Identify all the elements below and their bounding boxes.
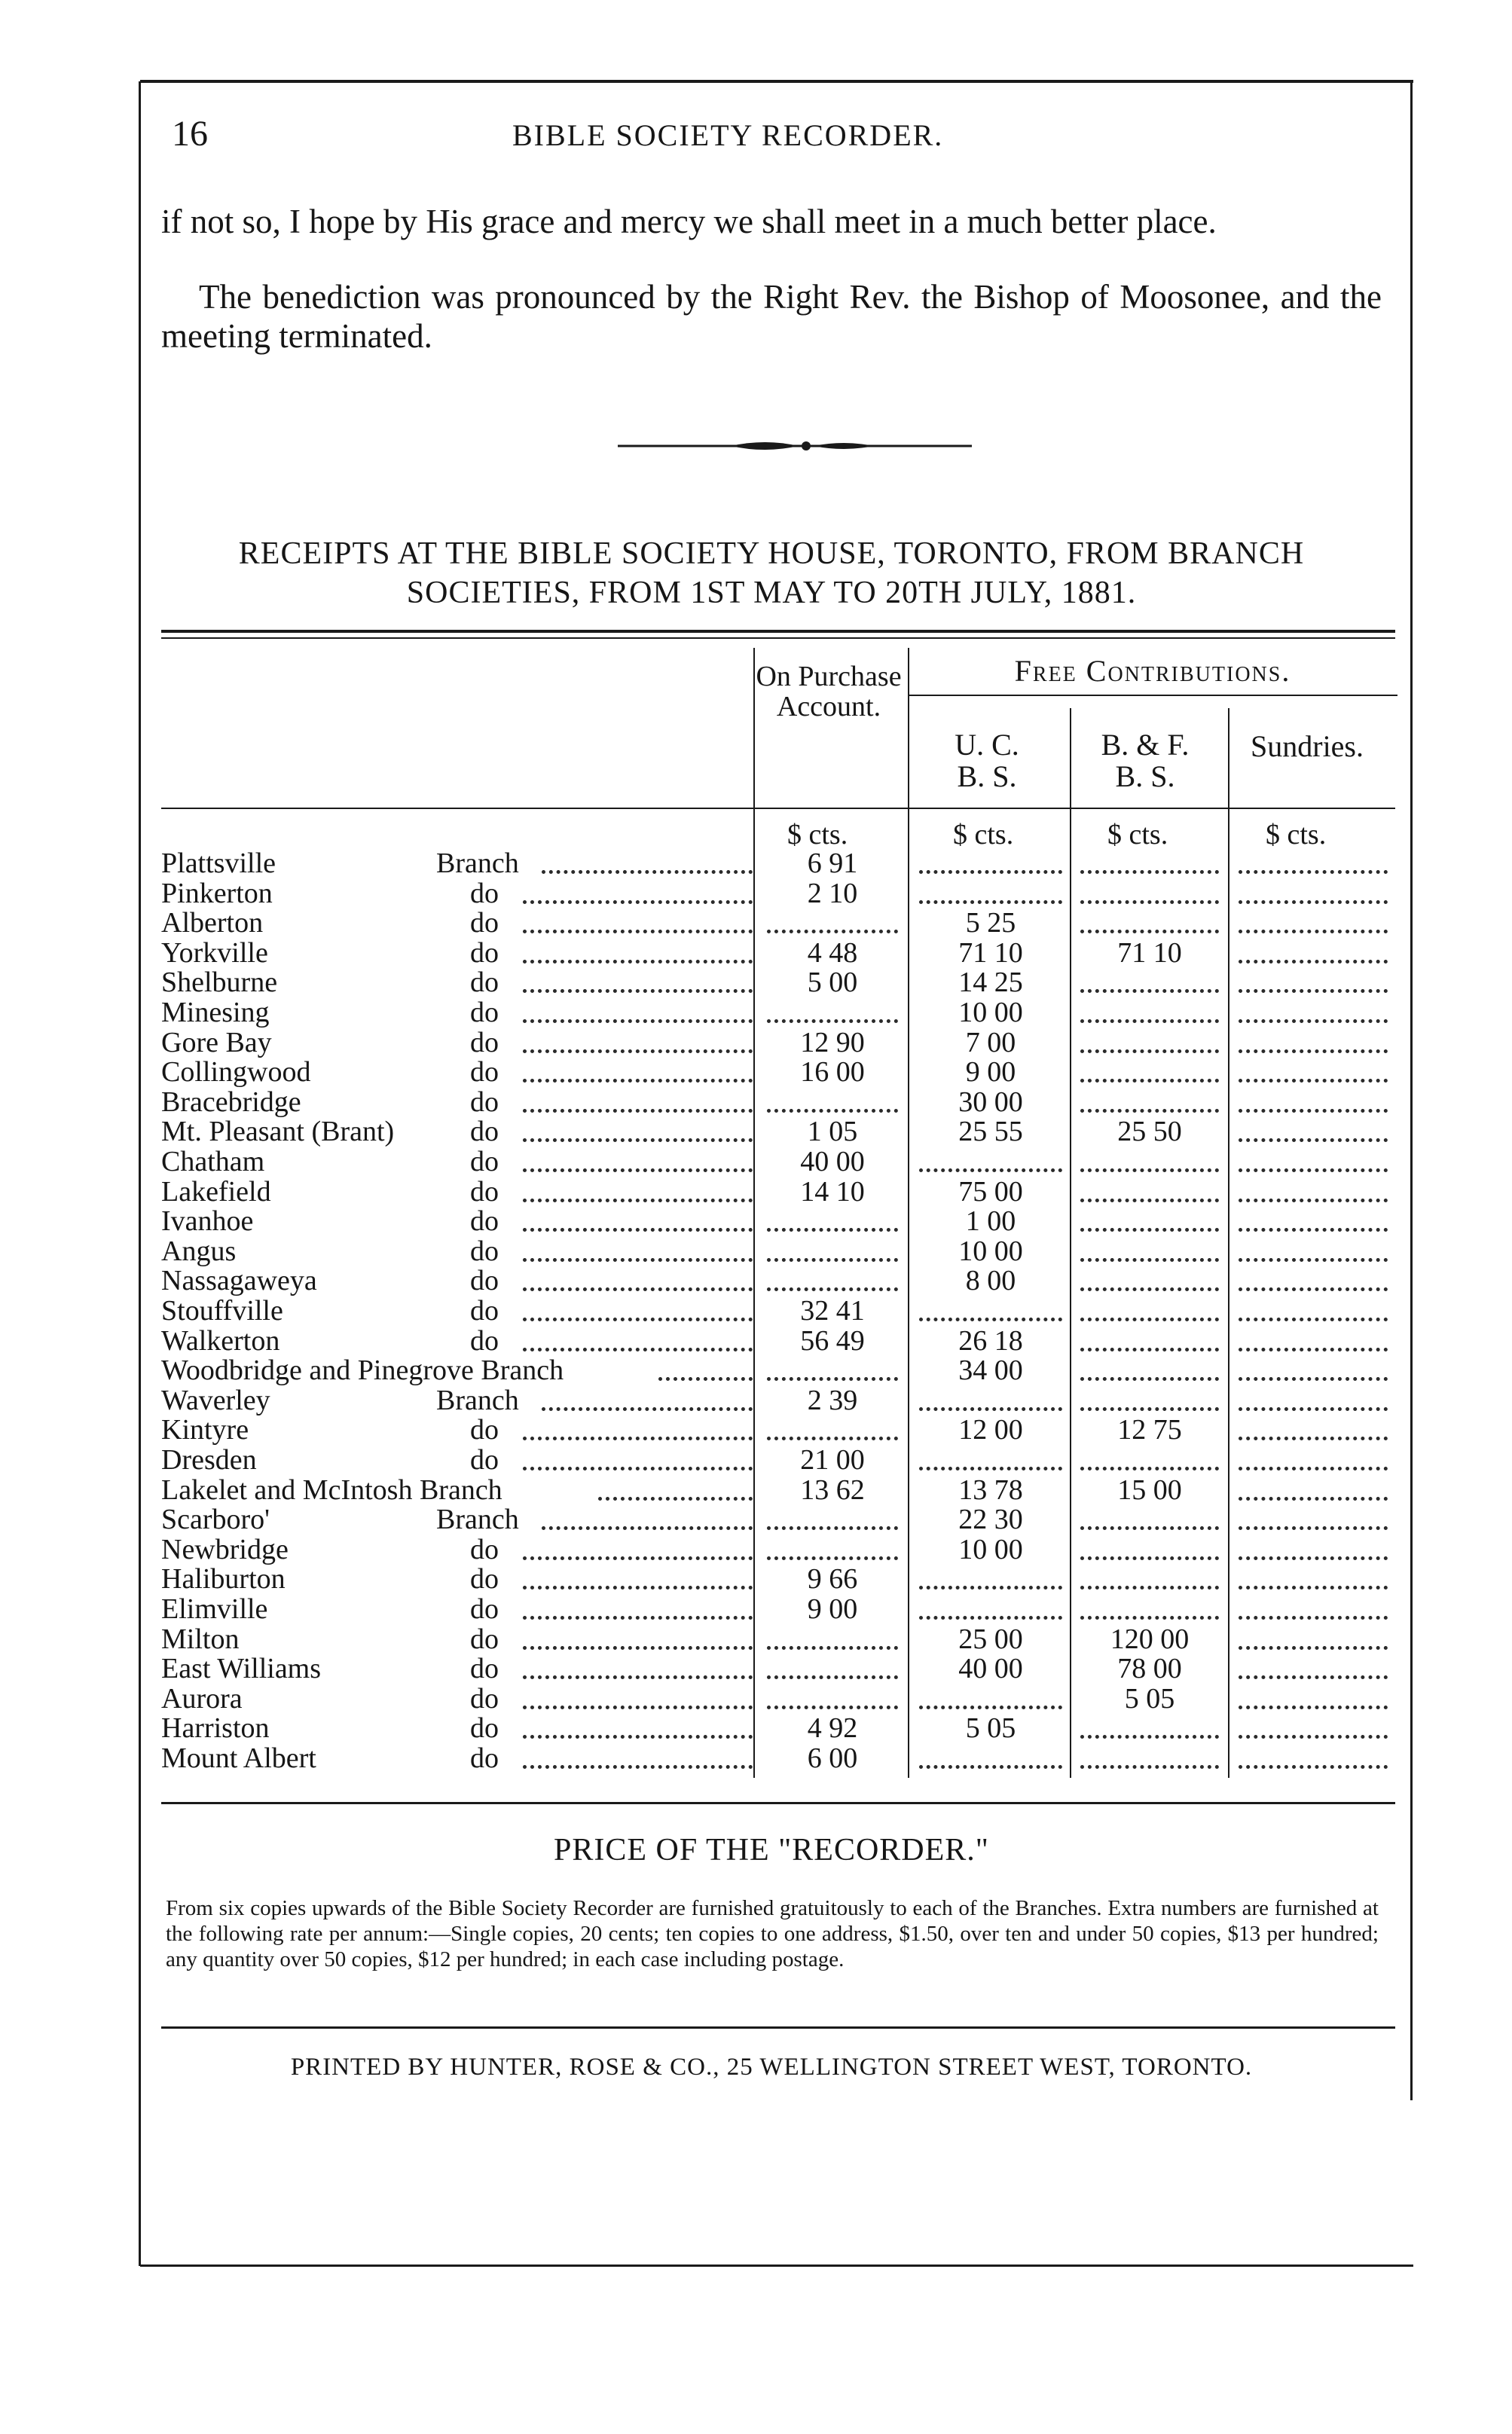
branch-kind: do — [470, 1056, 499, 1089]
branch-name: Ivanhoe — [161, 1205, 254, 1238]
branch-name: Kintyre — [161, 1414, 249, 1446]
cell-ucbs: 14 25 — [958, 967, 1023, 999]
ornament-divider — [618, 437, 972, 455]
table-row — [161, 1087, 1397, 1117]
cell-ucbs: 9 00 — [965, 1056, 1016, 1089]
branch-kind: Branch — [436, 1504, 519, 1536]
dot-leader — [542, 1526, 753, 1530]
cell-ucbs: 25 55 — [958, 1116, 1023, 1148]
cell-purchase: 1 05 — [807, 1116, 858, 1148]
empty-cell-dots — [1239, 989, 1388, 993]
table-row — [161, 1475, 1397, 1505]
branch-name: Plattsville — [161, 847, 276, 879]
empty-cell-dots — [1080, 1616, 1219, 1620]
empty-cell-dots — [1239, 1586, 1388, 1590]
empty-cell-dots — [767, 1287, 898, 1291]
cell-ucbs: 10 00 — [958, 997, 1023, 1028]
empty-cell-dots — [1080, 1765, 1219, 1769]
cell-purchase: 16 00 — [800, 1056, 865, 1089]
table-row — [161, 1564, 1397, 1594]
dot-leader — [523, 1437, 753, 1440]
branch-kind: do — [470, 1116, 499, 1148]
table-row — [161, 1415, 1397, 1445]
cell-purchase: 21 00 — [800, 1444, 865, 1476]
table-row — [161, 1355, 1397, 1385]
branch-kind: do — [470, 1444, 499, 1476]
dot-leader — [523, 1079, 753, 1083]
empty-cell-dots — [1239, 1526, 1388, 1530]
cell-purchase: 2 39 — [807, 1384, 858, 1416]
table-row — [161, 1535, 1397, 1565]
table-bottom-rule — [161, 1802, 1395, 1804]
branch-kind: do — [470, 1026, 499, 1058]
dot-leader — [523, 1199, 753, 1202]
dot-leader — [523, 1616, 753, 1620]
branch-kind: do — [470, 1533, 499, 1565]
branch-kind: do — [470, 1623, 499, 1655]
table-row — [161, 1147, 1397, 1177]
empty-cell-dots — [1080, 1586, 1219, 1590]
branch-name: Alberton — [161, 907, 264, 939]
empty-cell-dots — [1239, 1765, 1388, 1769]
dot-leader — [523, 960, 753, 964]
empty-cell-dots — [1080, 1079, 1219, 1083]
empty-cell-dots — [1239, 1228, 1388, 1232]
dot-leader — [523, 1049, 753, 1053]
cell-ucbs: 10 00 — [958, 1235, 1023, 1267]
empty-cell-dots — [1239, 1019, 1388, 1023]
empty-cell-dots — [767, 1228, 898, 1232]
cell-ucbs: 10 00 — [958, 1533, 1023, 1565]
empty-cell-dots — [1239, 930, 1388, 933]
empty-cell-dots — [767, 1675, 898, 1679]
branch-kind: do — [470, 1682, 499, 1715]
cell-ucbs: 26 18 — [958, 1324, 1023, 1357]
empty-cell-dots — [919, 1467, 1062, 1470]
cell-purchase: 6 00 — [807, 1742, 858, 1774]
cell-ucbs: 8 00 — [965, 1265, 1016, 1297]
empty-cell-dots — [1080, 1556, 1219, 1560]
table-row — [161, 1654, 1397, 1684]
branch-name: Gore Bay — [161, 1026, 272, 1058]
cell-purchase: 2 10 — [807, 877, 858, 909]
table-row — [161, 1236, 1397, 1266]
dot-leader — [523, 1735, 753, 1739]
branch-name: Collingwood — [161, 1056, 311, 1089]
branch-name: Bracebridge — [161, 1086, 301, 1118]
cell-purchase: 6 91 — [807, 847, 858, 879]
price-text: From six copies upwards of the Bible Society Recorder are furnished gratuitously to each of the Branches. Extra numbers are furnished at the following rate per annum:—Single copies, 20 cents; ten copies to one address, $1.50, over ten and under 50 copies, $13 per hundred; any quantity over 50 copies, $12 per hundred; in each case including postage. — [166, 1896, 1379, 1971]
empty-cell-dots — [1080, 1735, 1219, 1739]
empty-cell-dots — [1080, 870, 1219, 874]
empty-cell-dots — [919, 900, 1062, 904]
empty-cell-dots — [1080, 1258, 1219, 1262]
table-row — [161, 1296, 1397, 1326]
empty-cell-dots — [919, 1407, 1062, 1411]
branch-kind: do — [470, 1712, 499, 1745]
branch-name: Minesing — [161, 997, 270, 1028]
table-row — [161, 1028, 1397, 1058]
dot-leader — [523, 1646, 753, 1650]
intro-paragraph-1: if not so, I hope by His grace and mercy we shall meet in a much better place. — [161, 203, 1217, 240]
branch-name: Milton — [161, 1623, 240, 1655]
cell-purchase: 13 62 — [800, 1474, 865, 1506]
cell-bfbs: 5 05 — [1124, 1682, 1175, 1715]
empty-cell-dots — [919, 1765, 1062, 1769]
branch-name: Scarboro' — [161, 1504, 270, 1536]
cell-ucbs: 1 00 — [965, 1205, 1016, 1238]
empty-cell-dots — [1080, 1377, 1219, 1381]
table-row — [161, 997, 1397, 1028]
branch-name: East Williams — [161, 1653, 322, 1685]
dot-leader — [598, 1497, 753, 1501]
dot-leader — [523, 1348, 753, 1351]
branch-name: Mount Albert — [161, 1742, 316, 1774]
empty-cell-dots — [1080, 930, 1219, 933]
cell-purchase: 5 00 — [807, 967, 858, 999]
unit-purchase: $ cts. — [787, 819, 848, 851]
empty-cell-dots — [1239, 1287, 1388, 1291]
empty-cell-dots — [1239, 1646, 1388, 1650]
dot-leader — [523, 1228, 753, 1232]
branch-kind: do — [470, 1146, 499, 1177]
table-row — [161, 1206, 1397, 1236]
dot-leader — [523, 1318, 753, 1321]
printer-top-rule — [161, 2026, 1395, 2029]
header-bottom-rule — [161, 808, 1395, 809]
branch-kind: Branch — [436, 1384, 519, 1416]
branch-kind: do — [470, 1593, 499, 1625]
empty-cell-dots — [1239, 1467, 1388, 1470]
branch-name: Lakefield — [161, 1175, 271, 1208]
cell-bfbs: 71 10 — [1117, 936, 1182, 969]
table-row — [161, 967, 1397, 997]
empty-cell-dots — [1239, 1199, 1388, 1202]
branch-name: Mt. Pleasant (Brant) — [161, 1116, 395, 1148]
dot-leader — [523, 1168, 753, 1172]
cell-purchase: 9 66 — [807, 1563, 858, 1596]
dot-leader — [542, 870, 753, 874]
branch-name: Woodbridge and Pinegrove Branch — [161, 1354, 564, 1387]
cell-purchase: 4 92 — [807, 1712, 858, 1745]
dot-leader — [523, 1109, 753, 1113]
cell-ucbs: 75 00 — [958, 1175, 1023, 1208]
cell-ucbs: 22 30 — [958, 1504, 1023, 1536]
empty-cell-dots — [1239, 1675, 1388, 1679]
branch-kind: do — [470, 907, 499, 939]
cell-ucbs: 34 00 — [958, 1354, 1023, 1387]
empty-cell-dots — [1239, 1616, 1388, 1620]
empty-cell-dots — [767, 1109, 898, 1113]
branch-kind: do — [470, 1295, 499, 1327]
empty-cell-dots — [1080, 1168, 1219, 1172]
table-row — [161, 1177, 1397, 1207]
receipts-title-line-1: RECEIPTS AT THE BIBLE SOCIETY HOUSE, TORONTO, FROM BRANCH — [238, 536, 1305, 571]
table-row — [161, 1504, 1397, 1535]
empty-cell-dots — [1239, 1079, 1388, 1083]
cell-ucbs: 13 78 — [958, 1474, 1023, 1506]
cell-ucbs: 40 00 — [958, 1653, 1023, 1685]
table-row — [161, 848, 1397, 878]
running-title: BIBLE SOCIETY RECORDER. — [512, 118, 944, 152]
empty-cell-dots — [1239, 1377, 1388, 1381]
cell-purchase: 12 90 — [800, 1026, 865, 1058]
cell-bfbs: 120 00 — [1110, 1623, 1190, 1655]
branch-kind: do — [470, 1265, 499, 1297]
branch-kind: do — [470, 1653, 499, 1685]
branch-kind: do — [470, 936, 499, 969]
empty-cell-dots — [1080, 1348, 1219, 1351]
table-row — [161, 1116, 1397, 1147]
cell-bfbs: 15 00 — [1117, 1474, 1182, 1506]
dot-leader — [523, 1138, 753, 1142]
branch-name: Aurora — [161, 1682, 243, 1715]
branch-name: Harriston — [161, 1712, 270, 1745]
empty-cell-dots — [767, 1526, 898, 1530]
table-row — [161, 1624, 1397, 1654]
branch-kind: do — [470, 997, 499, 1028]
empty-cell-dots — [1239, 1318, 1388, 1321]
right-frame-rule — [1410, 81, 1413, 2100]
cell-bfbs: 25 50 — [1117, 1116, 1182, 1148]
cell-ucbs: 5 25 — [965, 907, 1016, 939]
cell-ucbs: 5 05 — [965, 1712, 1016, 1745]
table-row — [161, 1266, 1397, 1296]
empty-cell-dots — [1239, 900, 1388, 904]
printer-imprint: PRINTED BY HUNTER, ROSE & CO., 25 WELLINGTON STREET WEST, TORONTO. — [290, 2054, 1253, 2081]
empty-cell-dots — [1080, 1049, 1219, 1053]
empty-cell-dots — [767, 1556, 898, 1560]
branch-kind: do — [470, 1414, 499, 1446]
empty-cell-dots — [919, 1318, 1062, 1321]
top-rule — [140, 80, 1413, 83]
empty-cell-dots — [919, 870, 1062, 874]
branch-kind: do — [470, 1205, 499, 1238]
empty-cell-dots — [1239, 1109, 1388, 1113]
cell-bfbs: 78 00 — [1117, 1653, 1182, 1685]
empty-cell-dots — [1239, 1049, 1388, 1053]
empty-cell-dots — [1080, 1287, 1219, 1291]
empty-cell-dots — [1080, 900, 1219, 904]
empty-cell-dots — [767, 1258, 898, 1262]
free-group-underline — [908, 695, 1397, 696]
col-header-ucbs: U. C. B. S. — [955, 728, 1019, 793]
empty-cell-dots — [1239, 960, 1388, 964]
unit-bfbs: $ cts. — [1107, 819, 1168, 851]
empty-cell-dots — [1239, 1138, 1388, 1142]
empty-cell-dots — [1080, 1109, 1219, 1113]
table-row — [161, 1743, 1397, 1773]
dot-leader — [542, 1407, 753, 1411]
empty-cell-dots — [919, 1706, 1062, 1709]
dot-leader — [523, 900, 753, 904]
branch-kind: do — [470, 1175, 499, 1208]
intro-paragraph-2: The benediction was pronounced by the Right Rev. the Bishop of Moosonee, and the meeting terminated. — [161, 278, 1382, 355]
branch-name: Newbridge — [161, 1533, 289, 1565]
cell-bfbs: 12 75 — [1117, 1414, 1182, 1446]
empty-cell-dots — [919, 1168, 1062, 1172]
col-header-sundries: Sundries. — [1251, 729, 1364, 763]
cell-ucbs: 12 00 — [958, 1414, 1023, 1446]
dot-leader — [523, 1765, 753, 1769]
empty-cell-dots — [767, 1706, 898, 1709]
dot-leader — [523, 1258, 753, 1262]
table-row — [161, 1713, 1397, 1743]
table-row — [161, 1385, 1397, 1416]
branch-kind: Branch — [436, 847, 519, 879]
empty-cell-dots — [1239, 1407, 1388, 1411]
branch-kind: do — [470, 1235, 499, 1267]
unit-sundries: $ cts. — [1266, 819, 1327, 851]
empty-cell-dots — [1239, 1258, 1388, 1262]
empty-cell-dots — [767, 1646, 898, 1650]
table-row — [161, 1445, 1397, 1475]
empty-cell-dots — [1239, 1168, 1388, 1172]
table-row — [161, 1684, 1397, 1714]
branch-name: Angus — [161, 1235, 237, 1267]
branch-kind: do — [470, 1086, 499, 1118]
dot-leader — [523, 1287, 753, 1291]
col-header-free-contributions: Free Contributions. — [1014, 654, 1291, 688]
branch-kind: do — [470, 877, 499, 909]
branch-name: Stouffville — [161, 1295, 283, 1327]
empty-cell-dots — [1080, 989, 1219, 993]
branch-kind: do — [470, 1324, 499, 1357]
table-row — [161, 1594, 1397, 1624]
empty-cell-dots — [1080, 1019, 1219, 1023]
table-row — [161, 878, 1397, 909]
empty-cell-dots — [767, 1019, 898, 1023]
cell-ucbs: 25 00 — [958, 1623, 1023, 1655]
branch-name: Yorkville — [161, 936, 268, 969]
branch-name: Nassagaweya — [161, 1265, 317, 1297]
cell-purchase: 32 41 — [800, 1295, 865, 1327]
empty-cell-dots — [1080, 1199, 1219, 1202]
table-row — [161, 908, 1397, 938]
empty-cell-dots — [767, 930, 898, 933]
empty-cell-dots — [1239, 1706, 1388, 1709]
branch-name: Chatham — [161, 1146, 265, 1177]
empty-cell-dots — [1239, 1556, 1388, 1560]
branch-name: Dresden — [161, 1444, 257, 1476]
empty-cell-dots — [1239, 1348, 1388, 1351]
table-row — [161, 938, 1397, 968]
unit-ucbs: $ cts. — [953, 819, 1014, 851]
col-header-bfbs: B. & F. B. S. — [1101, 728, 1190, 793]
dot-leader — [523, 989, 753, 993]
branch-name: Lakelet and McIntosh Branch — [161, 1474, 502, 1506]
dot-leader — [523, 1019, 753, 1023]
price-title: PRICE OF THE "RECORDER." — [554, 1833, 989, 1867]
dot-leader — [658, 1377, 753, 1381]
dot-leader — [523, 930, 753, 933]
empty-cell-dots — [1080, 1407, 1219, 1411]
branch-kind: do — [470, 1742, 499, 1774]
col-header-purchase: On Purchase Account. — [756, 661, 902, 722]
bottom-frame-rule — [140, 2265, 1413, 2267]
page-number: 16 — [172, 114, 208, 154]
empty-cell-dots — [1239, 1735, 1388, 1739]
receipts-title-line-2: SOCIETIES, FROM 1ST MAY TO 20TH JULY, 1881. — [406, 576, 1137, 610]
table-top-rule-2 — [161, 637, 1395, 639]
table-row — [161, 1057, 1397, 1087]
empty-cell-dots — [1080, 1467, 1219, 1470]
branch-name: Waverley — [161, 1384, 270, 1416]
cell-purchase: 56 49 — [800, 1324, 865, 1357]
left-frame-rule — [139, 81, 141, 2266]
cell-ucbs: 30 00 — [958, 1086, 1023, 1118]
dot-leader — [523, 1586, 753, 1590]
empty-cell-dots — [767, 1377, 898, 1381]
empty-cell-dots — [1080, 1526, 1219, 1530]
cell-ucbs: 71 10 — [958, 936, 1023, 969]
empty-cell-dots — [919, 1616, 1062, 1620]
empty-cell-dots — [919, 1586, 1062, 1590]
branch-name: Haliburton — [161, 1563, 286, 1596]
table-top-rule — [161, 630, 1395, 633]
cell-purchase: 40 00 — [800, 1146, 865, 1177]
branch-kind: do — [470, 967, 499, 999]
empty-cell-dots — [767, 1437, 898, 1440]
cell-purchase: 4 48 — [807, 936, 858, 969]
empty-cell-dots — [1239, 1497, 1388, 1501]
dot-leader — [523, 1467, 753, 1470]
branch-name: Shelburne — [161, 967, 278, 999]
cell-purchase: 9 00 — [807, 1593, 858, 1625]
empty-cell-dots — [1080, 1228, 1219, 1232]
dot-leader — [523, 1675, 753, 1679]
cell-ucbs: 7 00 — [965, 1026, 1016, 1058]
branch-name: Pinkerton — [161, 877, 273, 909]
branch-name: Walkerton — [161, 1324, 280, 1357]
empty-cell-dots — [1239, 870, 1388, 874]
branch-name: Elimville — [161, 1593, 268, 1625]
empty-cell-dots — [1080, 1318, 1219, 1321]
dot-leader — [523, 1706, 753, 1709]
table-row — [161, 1326, 1397, 1356]
dot-leader — [523, 1556, 753, 1560]
empty-cell-dots — [1239, 1437, 1388, 1440]
branch-kind: do — [470, 1563, 499, 1596]
cell-purchase: 14 10 — [800, 1175, 865, 1208]
